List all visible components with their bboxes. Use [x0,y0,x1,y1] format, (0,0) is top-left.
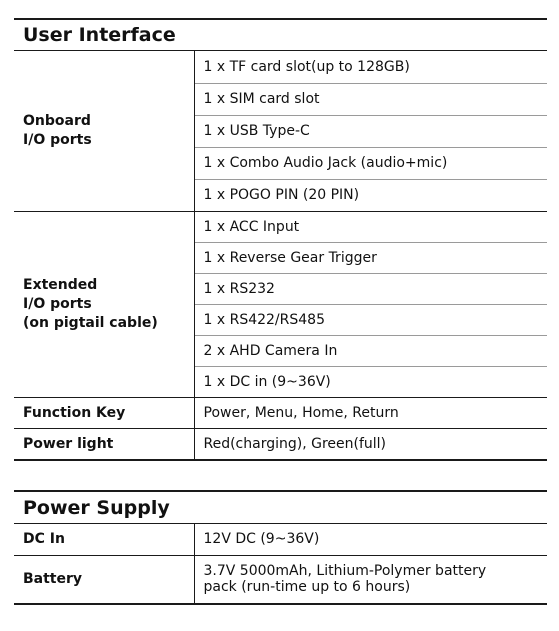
onboard-item: 1 x SIM card slot [194,83,547,115]
extended-item: 1 x ACC Input [194,211,547,242]
extended-item: 1 x RS422/RS485 [194,304,547,335]
table-row [14,397,547,428]
function-key-value: Power, Menu, Home, Return [194,397,547,428]
section-title: User Interface [14,18,547,51]
onboard-io-label: Onboard I/O ports [14,51,194,211]
onboard-item: 1 x POGO PIN (20 PIN) [194,179,547,211]
dc-in-value: 12V DC (9~36V) [194,524,547,555]
extended-item: 1 x RS232 [194,273,547,304]
table-row [14,555,547,604]
function-key-label: Function Key [14,397,194,428]
power-light-label: Power light [14,428,194,460]
table-row [14,428,547,460]
table-row [14,51,547,83]
battery-label: Battery [14,555,194,604]
user-interface-table [14,51,547,461]
onboard-item: 1 x Combo Audio Jack (audio+mic) [194,147,547,179]
extended-item: 1 x DC in (9~36V) [194,366,547,397]
extended-item: 2 x AHD Camera In [194,335,547,366]
power-light-value: Red(charging), Green(full) [194,428,547,460]
power-supply-table [14,524,547,605]
extended-io-label: Extended I/O ports (on pigtail cable) [14,211,194,397]
extended-item: 1 x Reverse Gear Trigger [194,242,547,273]
battery-value-line: 3.7V 5000mAh, Lithium-Polymer battery [203,563,487,580]
dc-in-label: DC In [14,524,194,555]
battery-value [194,555,547,604]
power-supply-section [14,490,547,605]
user-interface-section [14,18,547,461]
onboard-item: 1 x TF card slot(up to 128GB) [194,51,547,83]
table-row [14,211,547,242]
section-title: Power Supply [14,490,547,524]
onboard-item: 1 x USB Type-C [194,115,547,147]
table-row [14,524,547,555]
battery-value-line: pack (run-time up to 6 hours) [203,579,411,596]
